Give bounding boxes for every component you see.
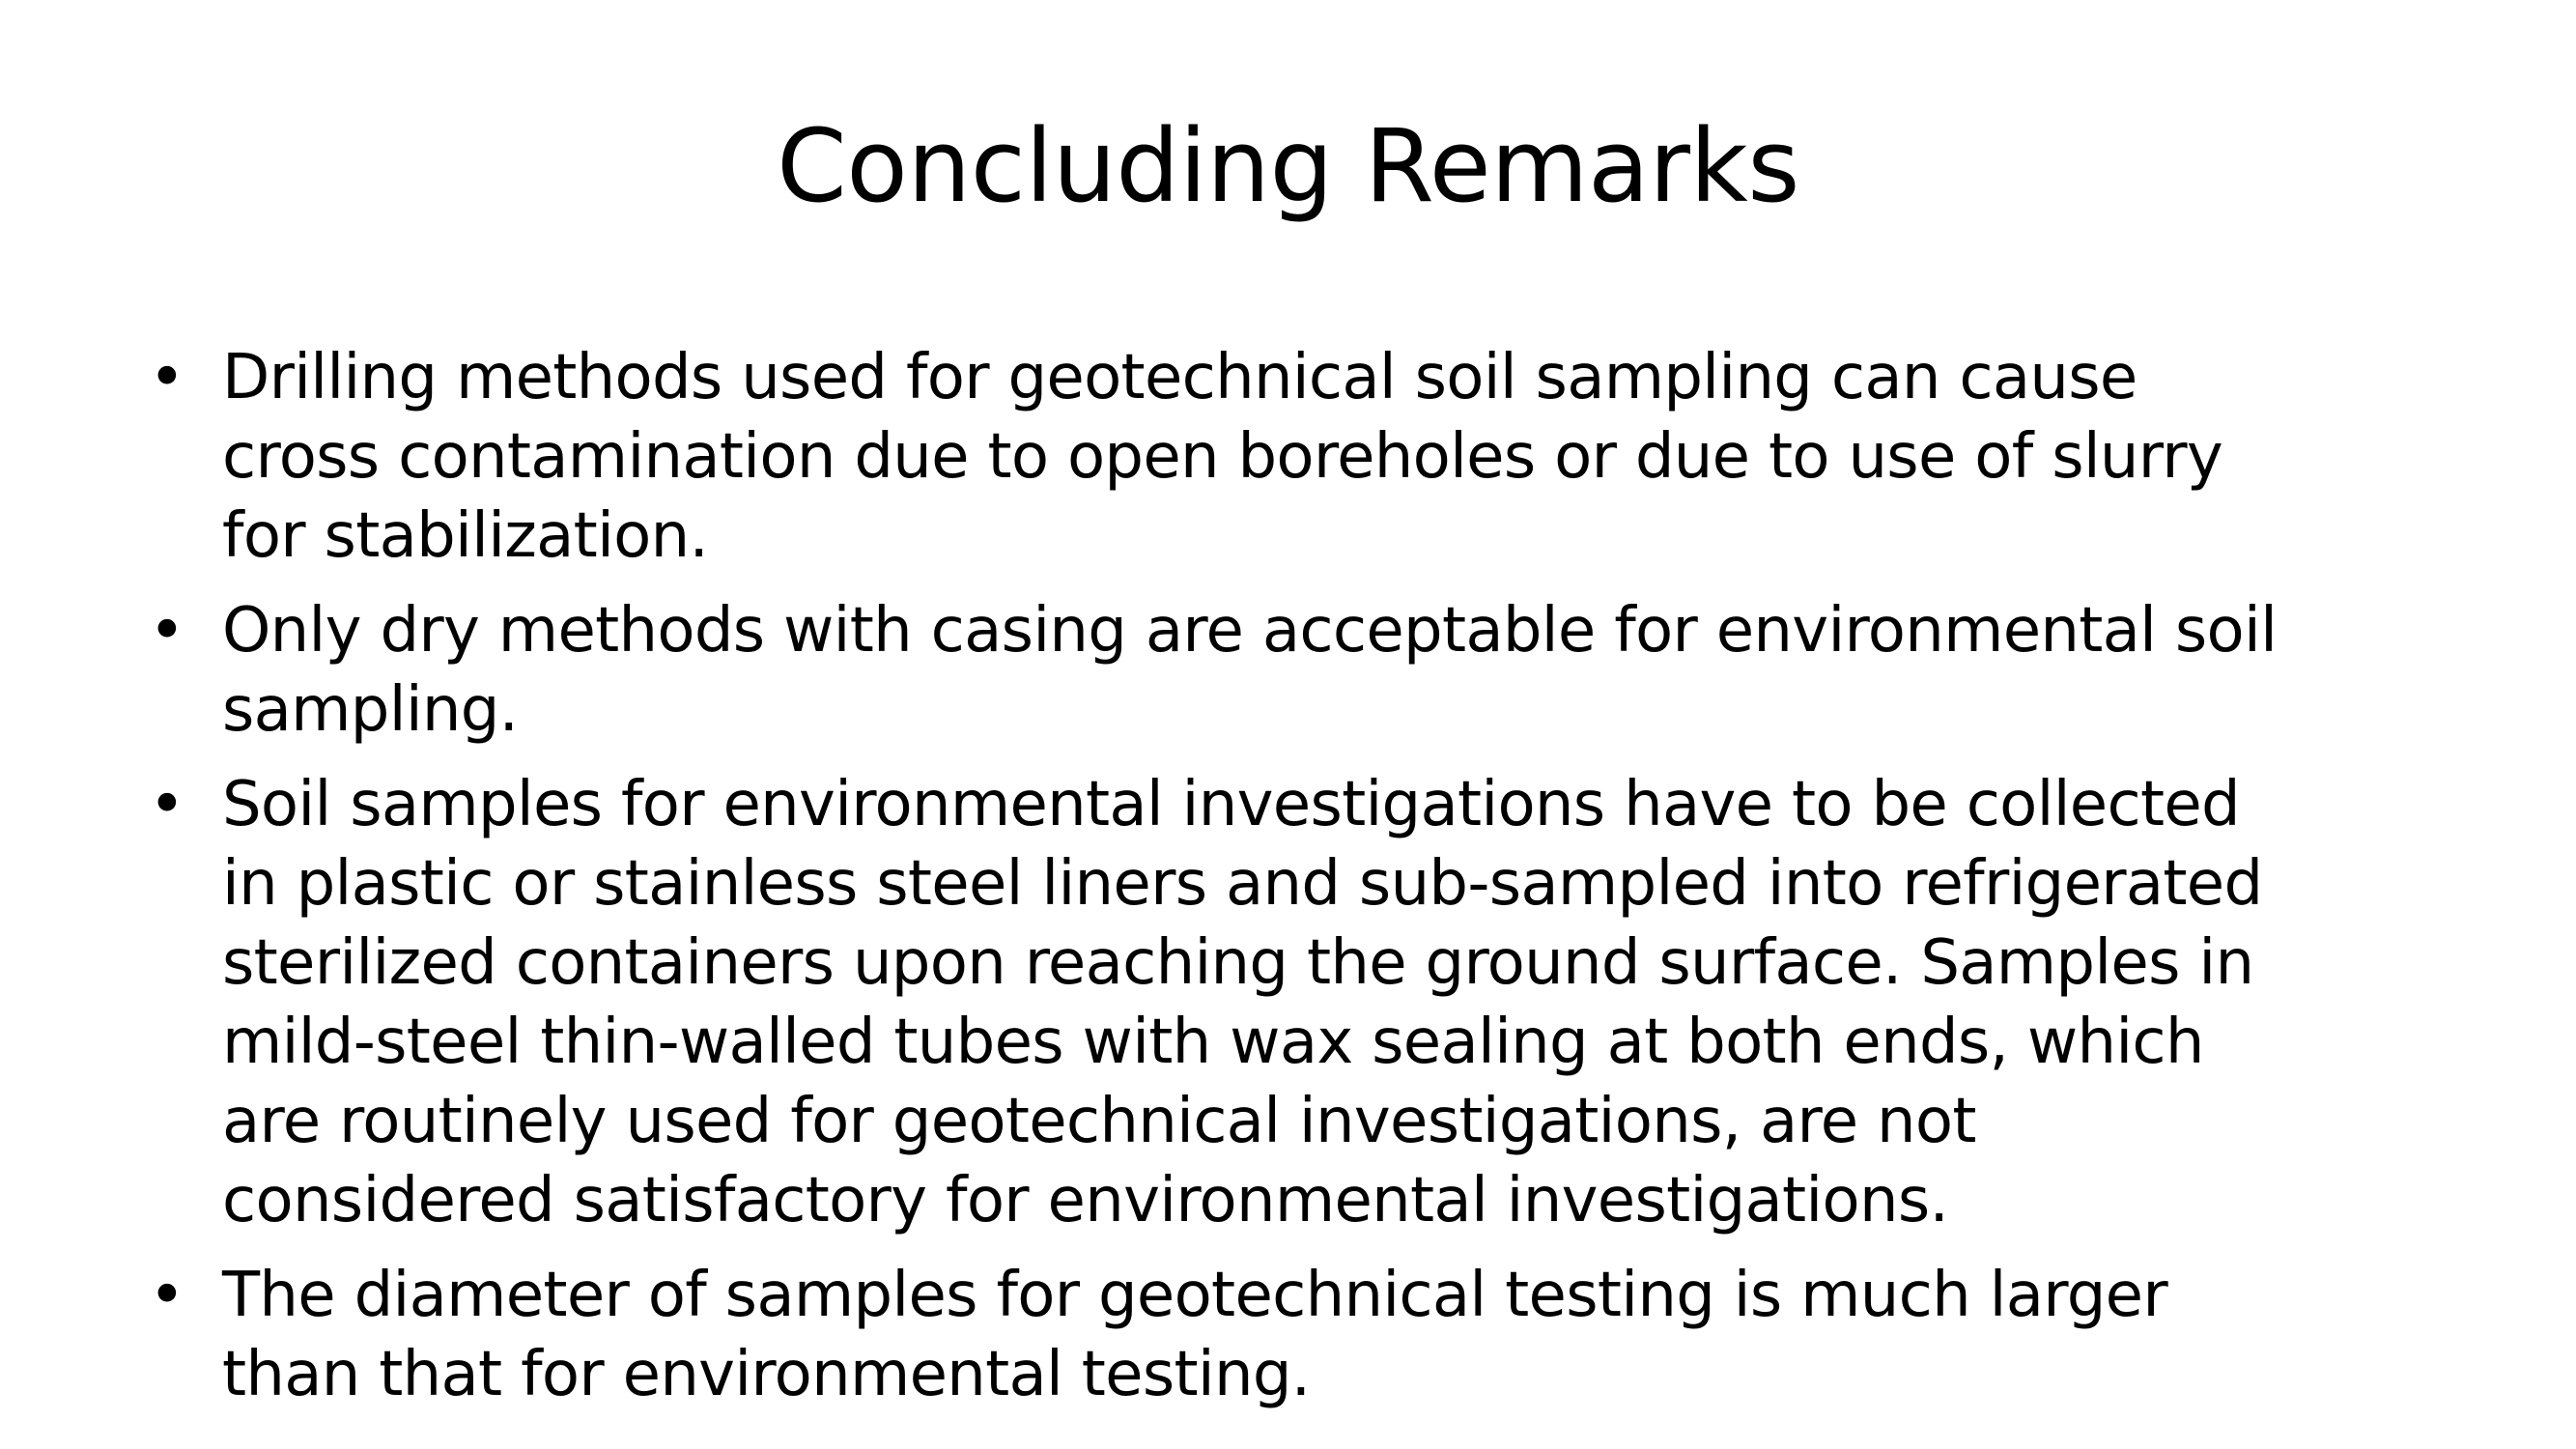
bullet-line: than that for environmental testing. [222,1339,1311,1410]
bullet-item-drilling-methods [145,338,2463,576]
bullet-item-dry-methods [145,591,2463,750]
bullet-icon: • [149,1260,185,1331]
bullet-item-sample-diameter [145,1256,2463,1414]
bullet-icon: • [149,342,185,413]
bullet-line: The diameter of samples for geotechnical testing is much larger [222,1260,2167,1331]
bullet-icon: • [149,595,185,667]
bullet-line: considered satisfactory for environmental investigations. [222,1165,1949,1236]
bullet-item-soil-samples [145,765,2463,1240]
bullet-list [145,338,2463,1430]
bullet-line: sampling. [222,674,519,746]
bullet-line: Drilling methods used for geotechnical soil sampling can cause [222,342,2137,413]
bullet-line: mild-steel thin-walled tubes with wax sealing at both ends, which [222,1007,2204,1078]
slide-title: Concluding Remarks [777,107,1799,225]
bullet-icon: • [149,769,185,840]
bullet-line: Only dry methods with casing are acceptable for environmental soil [222,595,2278,667]
bullet-line: for stabilization. [222,500,709,572]
bullet-line: cross contamination due to open boreholes or due to use of slurry [222,421,2223,493]
bullet-line: Soil samples for environmental investigations have to be collected [222,769,2240,840]
bullet-line: are routinely used for geotechnical investigations, are not [222,1086,1976,1157]
bullet-line: sterilized containers upon reaching the ground surface. Samples in [222,927,2254,999]
bullet-line: in plastic or stainless steel liners and sub-sampled into refrigerated [222,848,2263,920]
